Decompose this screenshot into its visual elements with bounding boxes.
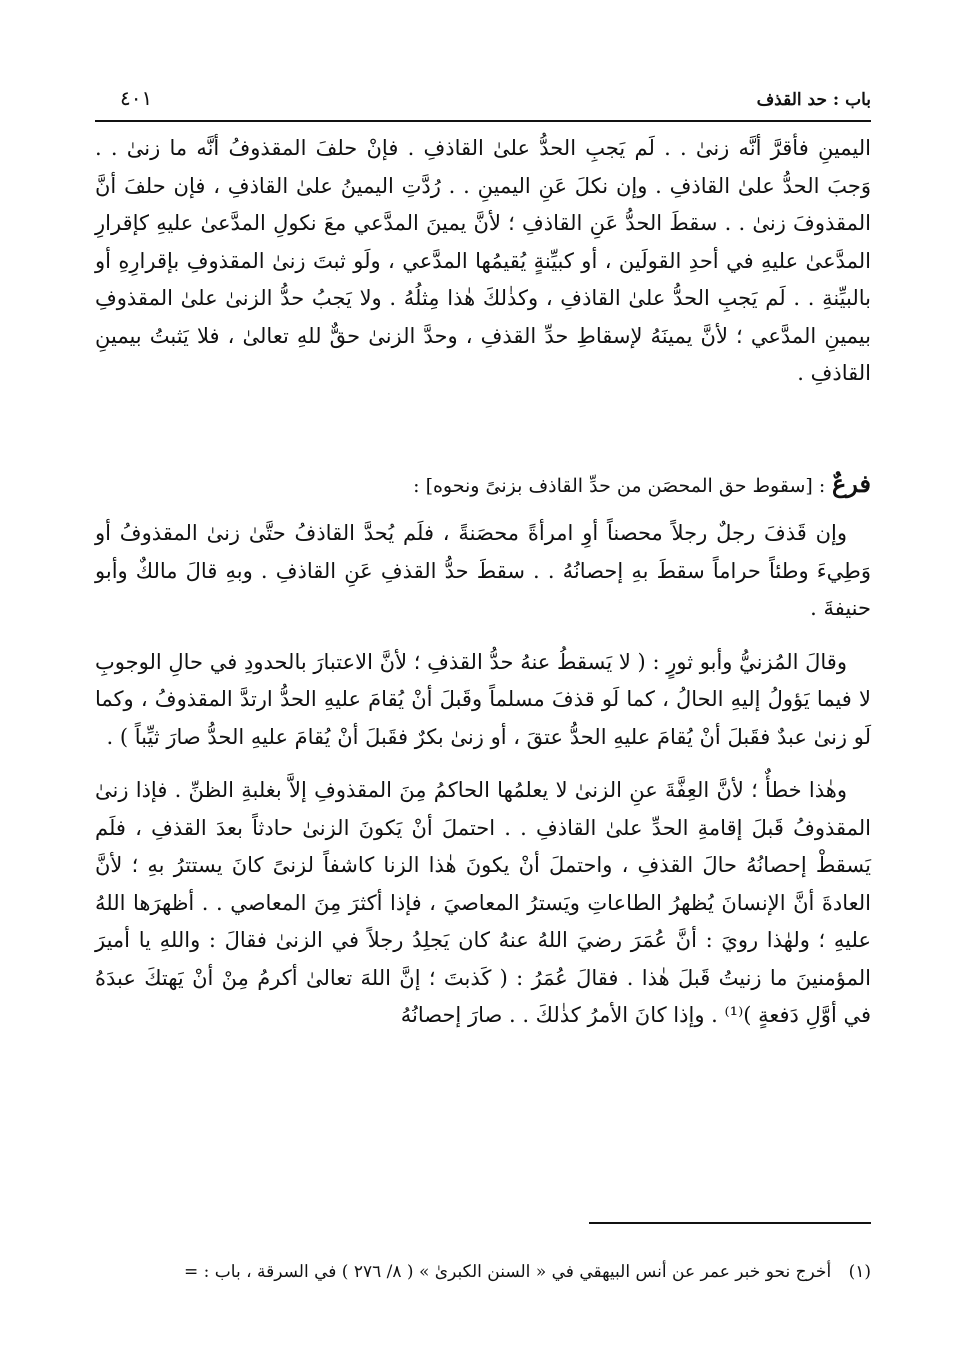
paragraph-continuation: اليمينِ فأقرَّ أنَّه زنىٰ . . لَم يَجبِ الحدُّ علىٰ القاذفِ . فإنْ حلفَ المقذوفُ أنَّه ما زنىٰ . . وَجبَ الحدُّ علىٰ القاذفِ . وإن نكلَ عَنِ اليمينِ . . رُدَّتِ اليمينُ علىٰ القاذفِ ، فإن حلفَ أنَّ المقذوفَ زنىٰ . . سقطَ الحدُّ عَنِ القاذفِ ؛ لأنَّ يمينَ المدَّعي معَ نكولِ المدَّعىٰ عليهِ كإقرارِ المدَّعىٰ عليهِ في أحدِ القولَين ، أو كبيِّنةٍ يُقيمُها المدَّعي ، ولَو ثبتَ زنىٰ المقذوفِ بإقرارِهِ أو بالبيِّنةِ . . لَم يَجبِ الحدُّ علىٰ القاذفِ ، وكذٰلكَ هٰذا مِثلُهُ . ولا يَجبُ حدُّ الزنىٰ علىٰ المقذوفِ بيمينِ المدَّعي ؛ لأنَّ يمينَهُ لإسقاطِ حدِّ القذفِ ، وحدَّ الزنىٰ حقٌّ للهِ تعالىٰ ، فلا يَثبتُ بيمينِ القاذفِ . — [95, 136, 871, 385]
footnote-number: (١) — [848, 1262, 871, 1282]
branch-label: فرعٌ — [831, 468, 871, 498]
running-section-title: باب : حد القذف — [756, 90, 871, 110]
branch-heading — [95, 465, 871, 506]
branch-title: : [سقوط حق المحصَن من حدِّ القاذف بزنىً ونحوه] : — [413, 474, 826, 497]
footnote-separator — [589, 1222, 871, 1224]
footnote — [95, 1258, 871, 1286]
page-number: ٤٠١ — [120, 86, 153, 110]
paragraph: وإن قَذفَ رجلٌ رجلاً محصناً أوِ امرأةً محصَنةً ، فلَم يُحدَّ القاذفُ حتَّىٰ زنىٰ المقذوفُ أو وَطِيءَ وطئاً حراماً سقطَ بهِ إحصانُهُ . . سقطَ حدُّ القذفِ عَنِ القاذفِ . وبهِ قالَ مالكٌ وأبو حنيفةَ . — [95, 521, 871, 620]
paragraph: وقالَ المُزنيُّ وأبو ثورٍ : ( لا يَسقطُ عنهُ حدُّ القذفِ ؛ لأنَّ الاعتبارَ بالحدودِ في حالِ الوجوبِ لا فيما يَؤولُ إليهِ الحالُ ، كما لَو قذفَ مسلماً وقَبلَ أنْ يُقامَ عليهِ الحدُّ ارتدَّ المقذوفُ ، وكما لَو زنىٰ عبدٌ فقَبلَ أنْ يُقامَ عليهِ الحدُّ عتقَ ، أو زنىٰ بكرٌ فقَبلَ أنْ يُقامَ عليهِ الحدُّ صارَ ثيِّباً ) . — [95, 649, 871, 749]
paragraph: وهٰذا خطأٌ ؛ لأنَّ العِفَّةَ عنِ الزنىٰ لا يعلمُها الحاكمُ مِنَ المقذوفِ إلاَّ بغلبةِ الظنِّ . فإذا زنىٰ المقذوفُ قَبلَ إقامةِ الحدِّ علىٰ القاذفِ . . احتملَ أنْ يَكونَ الزنىٰ حادثاً بعدَ القذفِ ، فلَم يَسقطْ إحصانُهُ حالَ القذفِ ، واحتملَ أنْ يكونَ هٰذا الزنا كاشفاً لزنىً كانَ يستترُ بهِ ؛ لأنَّ العادةَ أنَّ الإنسانَ يُظهرُ الطاعاتِ ويَسترُ المعاصيَ ، فإذا أكثرَ مِنَ المعاصي . . أظهرَها اللهُ عليهِ ؛ ولهٰذا رويَ : أنَّ عُمَرَ رضيَ اللهُ عنهُ كان يَجلِدُ رجلاً في الزنىٰ فقالَ : واللهِ يا أميرَ المؤمنينَ ما زنيتُ قَبلَ هٰذا . فقالَ عُمَرُ : ( كَذبتَ ؛ إنَّ اللهَ تعالىٰ أكرمُ مِنْ أنْ يَهتكَ عبدَهُ في أوَّلِ دَفعةٍ )⁽¹⁾ . وإذا كانَ الأمرُ كذٰلكَ . . صارَ إحصانُهُ — [95, 778, 871, 1027]
page-header — [95, 80, 871, 122]
main-text — [95, 130, 871, 1051]
footnote-text: أخرج نحو خبر عمر عن أنس البيهقي في « السنن الكبرىٰ » ( ٨/ ٢٧٦ ) في السرقة ، باب : = — [184, 1262, 832, 1282]
